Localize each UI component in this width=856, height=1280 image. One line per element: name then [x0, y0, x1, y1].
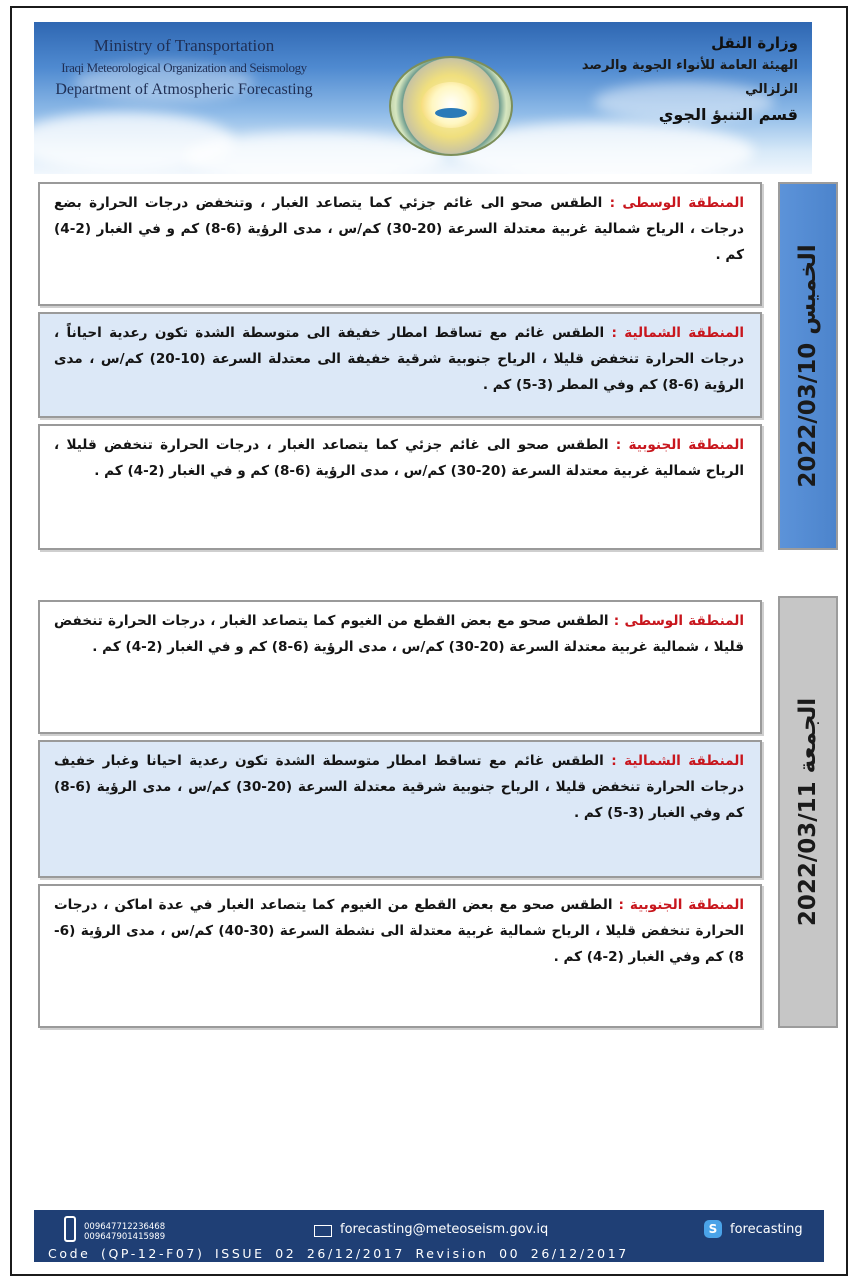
phone-number-1: 009647712236468 [84, 1222, 166, 1232]
header-banner [34, 22, 812, 174]
region-southern [38, 424, 762, 550]
day-forecast-1 [38, 182, 768, 554]
region-southern [38, 884, 762, 1028]
date-strip-1 [778, 182, 838, 550]
ministry-arabic-block [538, 32, 798, 128]
document-code-line: Code (QP-12-F07) ISSUE 02 26/12/2017 Revision 00 26/12/2017 [48, 1246, 629, 1261]
region-name: المنطقة الجنوبية : [618, 897, 744, 913]
forecast-text [40, 602, 760, 660]
region-forecast: الطقس صحو الى غائم جزئي كما يتصاعد الغبار ، درجات الحرارة تنخفض قليلا ، الرياح شمالية غربية معتدلة السرعة (20-30) كم/س ، مدى الرؤية (6-8) كم و في الغبار (2-4) كم . [54, 437, 744, 479]
region-central [38, 182, 762, 306]
phone-icon [64, 1216, 76, 1242]
date-strip-2 [778, 596, 838, 1028]
department-name-ar: قسم التنبؤ الجوي [658, 105, 798, 124]
forecast-text [40, 314, 760, 398]
phone-number-2: 009647901415989 [84, 1232, 166, 1242]
region-name: المنطقة الشمالية : [611, 325, 744, 341]
organization-logo [389, 56, 513, 156]
organization-name-en: Iraqi Meteorological Organization and Seismology [61, 60, 307, 75]
forecast-text [40, 742, 760, 826]
footer-bar [34, 1210, 824, 1262]
forecast-text [40, 426, 760, 484]
region-name: المنطقة الجنوبية : [615, 437, 744, 453]
skype-icon: S [704, 1220, 722, 1238]
mail-icon [314, 1225, 332, 1237]
ministry-name-en: Ministry of Transportation [93, 36, 275, 55]
region-name: المنطقة الشمالية : [611, 753, 744, 769]
skype-handle[interactable]: forecasting [730, 1222, 803, 1237]
day-forecast-2 [38, 600, 768, 1030]
forecast-text [40, 184, 760, 268]
region-forecast: الطقس صحو مع بعض القطع من الغيوم كما يتصاعد الغبار ، درجات الحرارة تنخفض قليلا ، شمالية غربية معتدلة السرعة (20-30) كم/س ، مدى الرؤية (6-8) كم و في الغبار (2-4) كم . [54, 613, 744, 655]
region-name: المنطقة الوسطى : [613, 613, 744, 629]
region-name: المنطقة الوسطى : [609, 195, 744, 211]
region-northern [38, 740, 762, 878]
date-label: الجمعة 2022/03/11 [795, 697, 821, 927]
region-northern [38, 312, 762, 418]
region-forecast: الطقس صحو مع بعض القطع من الغيوم كما يتصاعد الغبار في عدة اماكن ، درجات الحرارة تنخفض قليلا ، الرياح شمالية غربية معتدلة الى نشطة السرعة (30-40) كم/س ، مدى الرؤية (6-8) كم وفي الغبار (2-4) كم . [54, 897, 744, 965]
organization-name-ar: الهيئة العامة للأنواء الجوية والرصد الزلزالي [581, 58, 798, 97]
phone-numbers [84, 1222, 165, 1242]
department-name-en: Department of Atmospheric Forecasting [55, 81, 313, 98]
ministry-name-ar: وزارة النقل [711, 34, 798, 52]
date-label: الخميس 2022/03/10 [795, 244, 821, 488]
region-forecast: الطقس صحو الى غائم جزئي كما يتصاعد الغبار ، وتنخفض درجات الحرارة بضع درجات ، الرياح شمالية غربية معتدلة السرعة (20-30) كم/س ، مدى الرؤية (6-8) كم و في الغبار (2-4) كم . [54, 195, 744, 263]
forecast-text [40, 886, 760, 970]
email-link[interactable]: forecasting@meteoseism.gov.iq [340, 1222, 549, 1237]
region-central [38, 600, 762, 734]
region-forecast: الطقس غائم مع تساقط امطار متوسطة الشدة تكون رعدية احيانا وغبار خفيف درجات الحرارة تنخفض قليلا ، الرياح جنوبية شرقية معتدلة السرعة (20-30) كم/س ، مدى الرؤية (6-8) كم وفي الغبار (3-5) كم . [54, 753, 744, 821]
ministry-english-block [34, 34, 334, 102]
region-forecast: الطقس غائم مع تساقط امطار خفيفة الى متوسطة الشدة تكون رعدية احياناً ، درجات الحرارة تنخفض قليلا ، الرياح جنوبية شرقية خفيفة الى معتدلة السرعة (10-20) كم/س ، مدى الرؤية (6-8) كم وفي المطر (3-5) كم . [54, 325, 745, 393]
